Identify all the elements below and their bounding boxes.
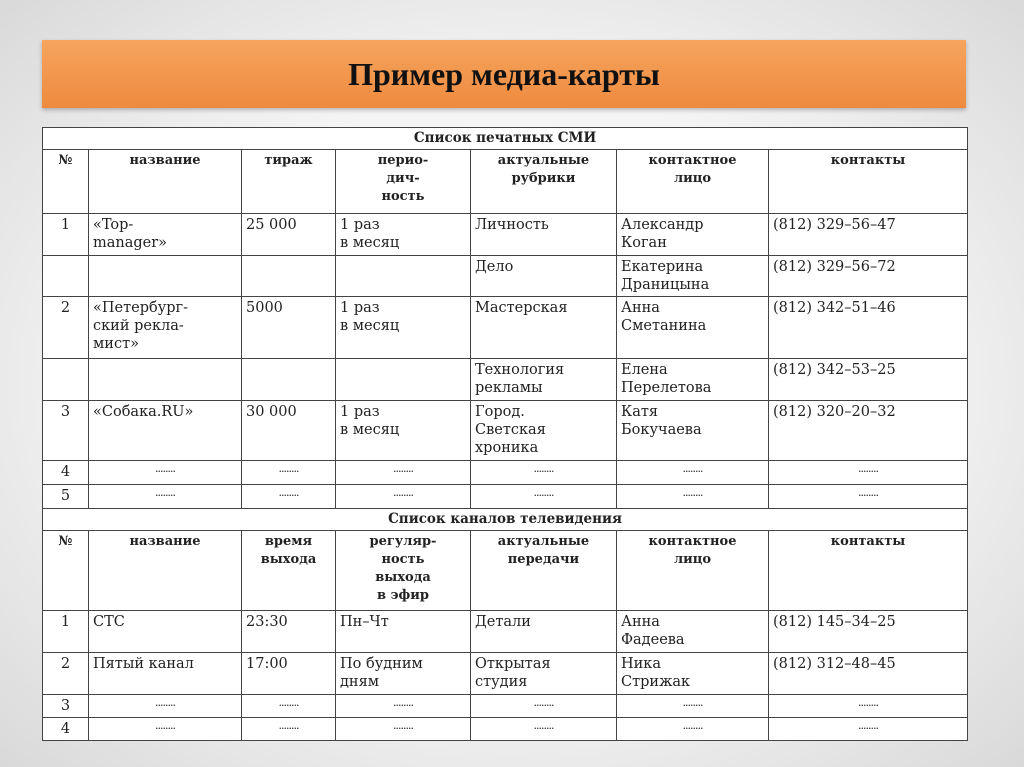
table-cell: (812) 320–20–32: [769, 401, 968, 460]
table-cell: ........: [769, 484, 968, 508]
table-cell: ........: [769, 460, 968, 484]
table-cell: Елена Перелетова: [617, 359, 769, 401]
table-row: [43, 717, 968, 740]
table-cell: 1: [43, 610, 89, 652]
table-cell: ........: [89, 717, 242, 740]
table-row: [43, 401, 968, 460]
table-cell: 2: [43, 297, 89, 359]
table-cell: Технология рекламы: [471, 359, 617, 401]
column-header: название: [89, 150, 242, 214]
column-header: название: [89, 530, 242, 610]
table-row: [43, 297, 968, 359]
column-header: актуальные передачи: [471, 530, 617, 610]
table-cell: Личность: [471, 214, 617, 256]
table-cell: 1 раз в месяц: [336, 297, 471, 359]
table-cell: ........: [89, 694, 242, 717]
section-title-row: [43, 508, 968, 530]
section-title: Список каналов телевидения: [43, 508, 968, 530]
table-cell: Детали: [471, 610, 617, 652]
table-row: [43, 460, 968, 484]
header-row: [43, 530, 968, 610]
table-cell: ........: [471, 460, 617, 484]
table-cell: ........: [242, 717, 336, 740]
table-cell: Анна Сметанина: [617, 297, 769, 359]
table-cell: ........: [242, 484, 336, 508]
column-header: контакты: [769, 150, 968, 214]
table-cell: ........: [336, 717, 471, 740]
table-cell: Ника Стрижак: [617, 652, 769, 694]
table-cell: ........: [336, 694, 471, 717]
table-cell: (812) 312–48–45: [769, 652, 968, 694]
table-cell: [336, 256, 471, 297]
table-cell: [242, 359, 336, 401]
table-cell: (812) 145–34–25: [769, 610, 968, 652]
column-header: контакты: [769, 530, 968, 610]
table-cell: 3: [43, 694, 89, 717]
table-cell: Город. Светская хроника: [471, 401, 617, 460]
table-cell: СТС: [89, 610, 242, 652]
table-cell: 4: [43, 460, 89, 484]
table-cell: Дело: [471, 256, 617, 297]
table-cell: ........: [769, 694, 968, 717]
table-row: [43, 256, 968, 297]
table-row: [43, 214, 968, 256]
table-cell: «Петербург- ский реклa- мист»: [89, 297, 242, 359]
column-header: перио- дич- ность: [336, 150, 471, 214]
table-cell: 30 000: [242, 401, 336, 460]
table-cell: Открытая студия: [471, 652, 617, 694]
table-row: [43, 610, 968, 652]
table-cell: 1 раз в месяц: [336, 214, 471, 256]
column-header: №: [43, 150, 89, 214]
media-map-table: [42, 127, 968, 741]
column-header: тираж: [242, 150, 336, 214]
table-cell: ........: [617, 694, 769, 717]
table-cell: (812) 329–56–72: [769, 256, 968, 297]
section-title-row: [43, 128, 968, 150]
column-header: время выхода: [242, 530, 336, 610]
table-cell: [242, 256, 336, 297]
column-header: №: [43, 530, 89, 610]
table-body: [43, 128, 968, 741]
section-title: Список печатных СМИ: [43, 128, 968, 150]
column-header: контактное лицо: [617, 530, 769, 610]
column-header: регуляр- ность выхода в эфир: [336, 530, 471, 610]
table-cell: Пн–Чт: [336, 610, 471, 652]
table-cell: [89, 359, 242, 401]
table-cell: Мастерская: [471, 297, 617, 359]
table-cell: «Собака.RU»: [89, 401, 242, 460]
table-cell: 23:30: [242, 610, 336, 652]
table-row: [43, 694, 968, 717]
table-cell: ........: [336, 484, 471, 508]
table-cell: Пятый канал: [89, 652, 242, 694]
table-cell: ........: [471, 717, 617, 740]
table-cell: ........: [769, 717, 968, 740]
table-cell: [43, 256, 89, 297]
table-cell: 1: [43, 214, 89, 256]
table-cell: ........: [336, 460, 471, 484]
column-header: контактное лицо: [617, 150, 769, 214]
table-cell: 3: [43, 401, 89, 460]
table-cell: ........: [617, 484, 769, 508]
table-cell: 1 раз в месяц: [336, 401, 471, 460]
table-cell: [336, 359, 471, 401]
table-cell: (812) 329–56–47: [769, 214, 968, 256]
table-cell: [89, 256, 242, 297]
table-cell: ........: [471, 484, 617, 508]
table-cell: ........: [617, 717, 769, 740]
table-row: [43, 359, 968, 401]
table-cell: Александр Коган: [617, 214, 769, 256]
table-cell: 17:00: [242, 652, 336, 694]
table-cell: Екатерина Драницына: [617, 256, 769, 297]
table-row: [43, 484, 968, 508]
table-cell: 25 000: [242, 214, 336, 256]
table-cell: [43, 359, 89, 401]
table-cell: 2: [43, 652, 89, 694]
table-cell: «Top- manager»: [89, 214, 242, 256]
table-cell: 5: [43, 484, 89, 508]
column-header: актуальные рубрики: [471, 150, 617, 214]
table-cell: 5000: [242, 297, 336, 359]
header-row: [43, 150, 968, 214]
media-map-document: [42, 127, 967, 741]
table-cell: ........: [242, 460, 336, 484]
table-cell: ........: [89, 484, 242, 508]
table-cell: Анна Фадеева: [617, 610, 769, 652]
table-cell: (812) 342–51–46: [769, 297, 968, 359]
table-cell: ........: [89, 460, 242, 484]
table-row: [43, 652, 968, 694]
table-cell: Катя Бокучаева: [617, 401, 769, 460]
table-cell: По будним дням: [336, 652, 471, 694]
table-cell: ........: [617, 460, 769, 484]
table-cell: ........: [471, 694, 617, 717]
slide-title: Пример медиа-карты: [348, 56, 660, 92]
slide-header: [42, 40, 966, 108]
table-cell: (812) 342–53–25: [769, 359, 968, 401]
table-cell: 4: [43, 717, 89, 740]
table-cell: ........: [242, 694, 336, 717]
